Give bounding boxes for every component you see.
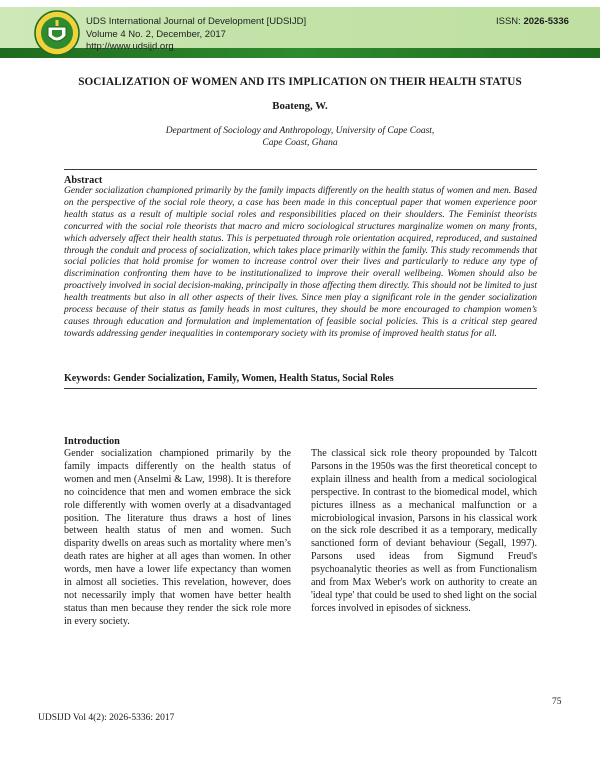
issn-value: 2026-5336 [523,16,569,27]
issn [496,16,569,27]
keywords: Keywords: Gender Socialization, Family, Women, Health Status, Social Roles [64,373,394,384]
page-footer: UDSIJD Vol 4(2): 2026-5336: 2017 [38,713,175,723]
university-logo-icon [34,10,80,56]
introduction-column-right: The classical sick role theory propounded by Talcott Parsons in the 1950s was the first theoretical concept to explain illness and health from a medical sociological perspective. In contrast to the biomedical model, which pictures illness as a mechanical malfunction or a microbiological invasion, Parsons in his classical work on the sick role described it as a temporary, medically sanctioned form of deviant behaviour (Segall, 1997). Parsons used ideas from Sigmund Freud's psychoanalytic theories as well as from Functionalism and from Max Weber's work on authority to create an 'ideal type' that could be used to shed light on the social forces involved in episodes of sickness. [311,448,537,614]
issn-label: ISSN: [496,16,521,27]
journal-url[interactable]: http://www.udsijd.org [86,41,174,52]
journal-volume: Volume 4 No. 2, December, 2017 [86,28,226,40]
affiliation-line-2: Cape Coast, Ghana [262,138,338,148]
page-number: 75 [552,697,562,707]
abstract-text: Gender socialization championed primarily by the family impacts differently on the health status of women and men. Based on the perspective of the social role theory, a case has been made in this conceptual paper that women experience poor health status as a result of multiple social roles and responsibilities placed on their shoulders. The Feminist theorists concurred with the social role theorists that macro and micro sociological structures marginalize women on many fronts, which adversely affect their health status. This is perpetuated through role orientation acquired, reproduced, and sustained through the conduit and process of socialization, which takes place primarily within the family. This study recommends that social policies that hold promise for women to increase control over their lives and particularly to reduce any type of discrimination confronting them have to be institutionalized to improve their overall wellbeing. Women should also be proactively involved in social decision-making, principally in those affecting them directly. This should not be limited to just health treatments but also in all other aspects of their lives. Since men play a significant role in the gender socialization process because of their status as family heads in most cultures, they should be more encouraged to champion women’s causes through education and formulation and implementation of feasible social policies. This is a critical step geared towards addressing gender inequalities in contemporary society with its promise of improved health status for all. [64,186,537,339]
author-affiliation [100,125,500,149]
journal-name: UDS International Journal of Development [UDSIJD] [86,16,307,27]
abstract-top-rule [64,169,537,170]
journal-header-text [86,16,306,54]
introduction-column-left: Gender socialization championed primarily by the family impacts differently on the health status of women and men (Anselmi & Law, 1998). It is therefore no coincidence that men and women embrace the sick role differently with women overly at a disadvantaged position. The literature thus draws a host of lines between health status of men and women. Such disparity dwells on areas such as mortality where men’s death rates are higher at all ages than women. In other words, men have a lower life expectancy than women in almost all societies. This revelation, however, does not necessarily imply that women have better health status than men because they render the sick role more in every society. [64,448,291,627]
abstract-heading: Abstract [64,175,103,186]
paper-title: SOCIALIZATION OF WOMEN AND ITS IMPLICATION ON THEIR HEALTH STATUS [78,76,522,88]
keywords-bottom-rule [64,388,537,389]
introduction-heading: Introduction [64,436,120,447]
affiliation-line-1: Department of Sociology and Anthropology, University of Cape Coast, [165,126,435,136]
paper-author: Boateng, W. [272,100,328,112]
